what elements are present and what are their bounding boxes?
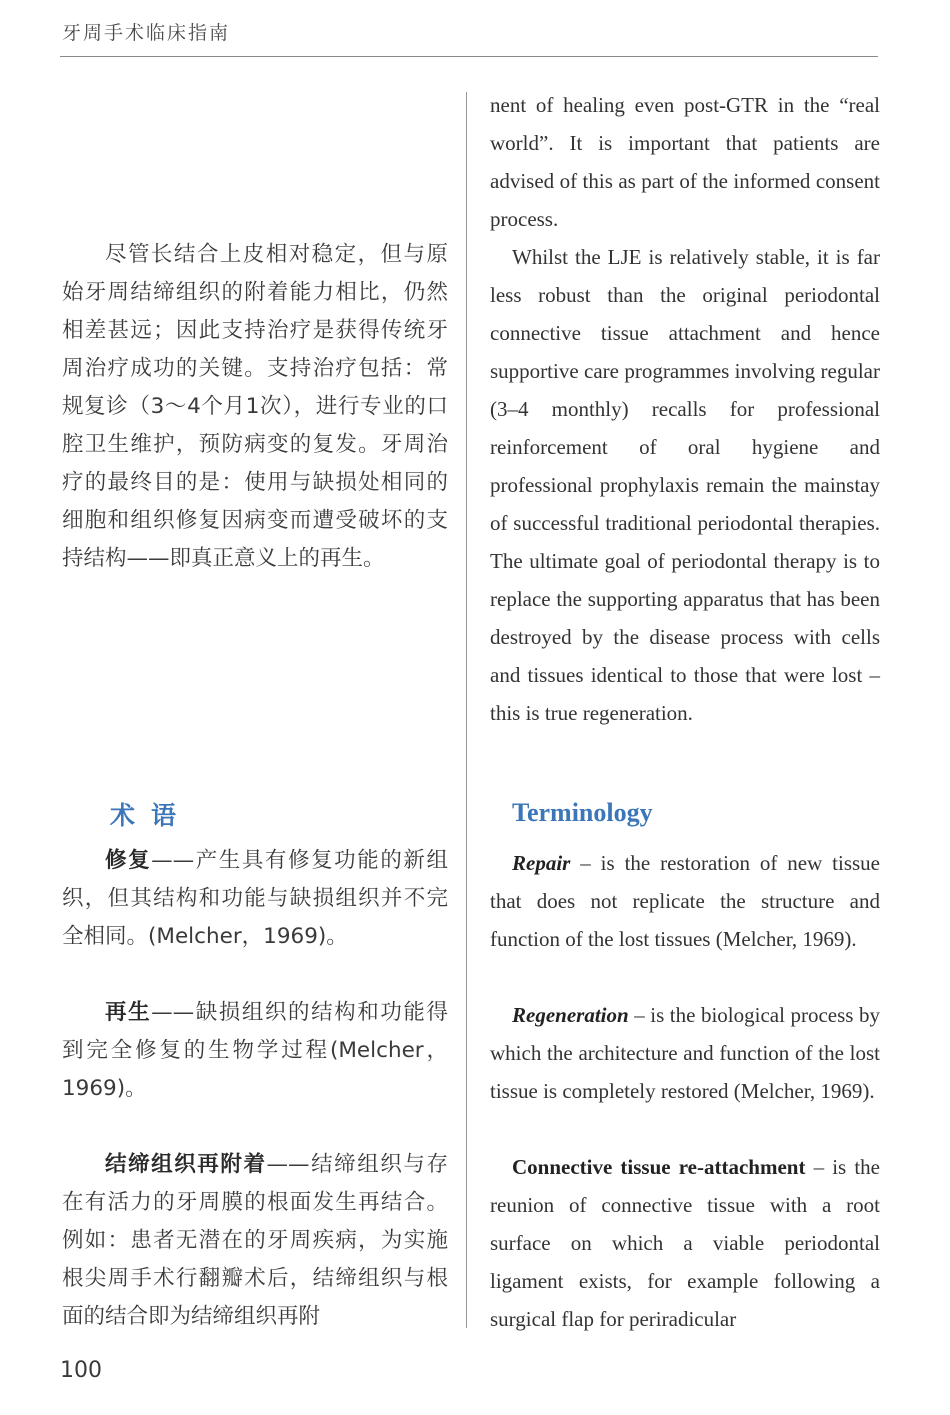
en-paragraph-text: Whilst the LJE is relatively stable, it is far less robust than the original periodontal connective tissue attachment and hence supportive care programmes involving regular (3–4 monthly) recalls for professional reinforcement of oral hygiene and professional prophylaxis remain the mainstay of successful traditional periodontal therapies. The ultimate goal of periodontal therapy is to replace the supporting apparatus that has been destroyed by the disease process with cells and tissues identical to those that were lost – this is true regeneration. [490, 245, 880, 725]
header-rule [60, 56, 878, 57]
en-paragraph-continued [490, 86, 880, 238]
cn-term-definition: ——结缔组织与存在有活力的牙周膜的根面发生再结合。例如：患者无潜在的牙周疾病，为实施根尖周手术行翻瓣术后，结缔组织与根面的结合即为结缔组织再附 [62, 1152, 448, 1329]
en-paragraph-lje [490, 238, 880, 732]
en-term-reattachment [490, 1148, 880, 1338]
en-term-definition: – is the restoration of new tissue that does not replicate the structure and function of the lost tissues (Melcher, 1969). [490, 851, 880, 951]
cn-term-label: 修复 [105, 848, 152, 873]
column-divider [466, 92, 467, 1328]
en-term-label: Repair [512, 851, 571, 875]
cn-term-definition: ——缺损组织的结构和功能得到完全修复的生物学过程(Melcher，1969)。 [62, 1000, 448, 1101]
cn-term-repair [62, 842, 448, 956]
cn-term-label: 再生 [105, 1000, 152, 1025]
en-term-definition: – is the reunion of connective tissue with a root surface on which a viable periodontal ligament exists, for example following a surgical flap for periradicular [490, 1155, 880, 1331]
en-term-repair [490, 844, 880, 958]
en-term-definition: – is the biological process by which the architecture and function of the lost tissue is completely restored (Melcher, 1969). [490, 1003, 880, 1103]
cn-paragraph-ljе [62, 236, 448, 578]
en-section-heading: Terminology [512, 798, 653, 827]
en-term-label: Regeneration [512, 1003, 629, 1027]
en-paragraph-text: nent of healing even post-GTR in the “real world”. It is important that patients are advised of this as part of the informed consent process. [490, 93, 880, 231]
page-number: 100 [60, 1358, 102, 1383]
en-term-label: Connective tissue re-attachment [512, 1155, 806, 1179]
cn-term-reattachment [62, 1146, 448, 1336]
cn-term-label: 结缔组织再附着 [105, 1152, 267, 1177]
cn-section-heading: 术语 [110, 801, 193, 830]
cn-term-regeneration [62, 994, 448, 1108]
en-term-regeneration [490, 996, 880, 1110]
cn-paragraph-text: 尽管长结合上皮相对稳定，但与原始牙周结缔组织的附着能力相比，仍然相差甚远；因此支持治疗是获得传统牙周治疗成功的关键。支持治疗包括：常规复诊（3～4个月1次），进行专业的口腔卫生维护，预防病变的复发。牙周治疗的最终目的是：使用与缺损处相同的细胞和组织修复因病变而遭受破坏的支持结构——即真正意义上的再生。 [62, 242, 448, 571]
running-header: 牙周手术临床指南 [62, 22, 231, 44]
cn-term-definition: ——产生具有修复功能的新组织，但其结构和功能与缺损组织并不完全相同。(Melcher，1969)。 [62, 848, 448, 949]
